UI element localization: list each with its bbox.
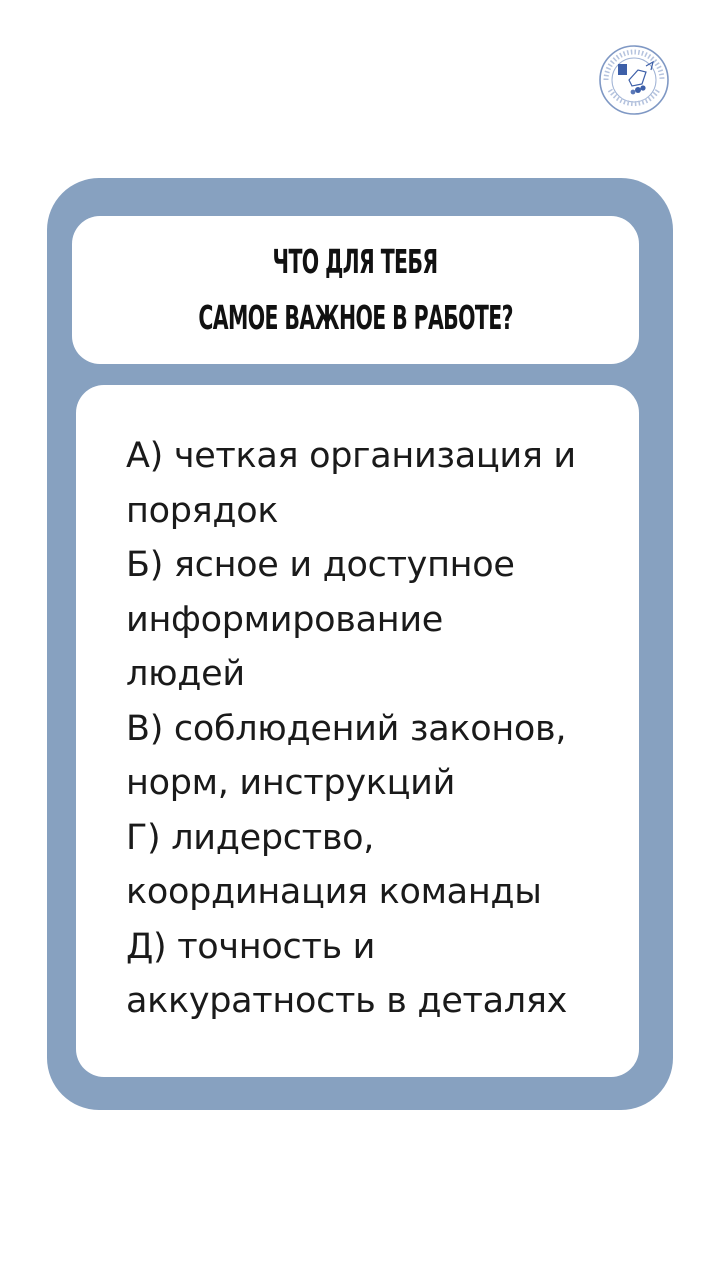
answer-g-line-1: Г) лидерство, bbox=[126, 817, 375, 858]
answer-g-line-2: координация команды bbox=[126, 872, 542, 912]
answer-d-line-2: аккуратность в деталях bbox=[126, 981, 568, 1021]
question-title-line-1: ЧТО ДЛЯ ТЕБЯ bbox=[273, 242, 438, 281]
answer-v-line-1: В) соблюдений законов, bbox=[126, 708, 567, 749]
answer-b-line-3: людей bbox=[126, 654, 245, 694]
question-title-line-2: САМОЕ ВАЖНОЕ В РАБОТЕ? bbox=[198, 298, 513, 337]
answers-panel bbox=[76, 385, 639, 1077]
answer-list bbox=[126, 429, 626, 1029]
answer-v-line-2: норм, инструкций bbox=[126, 763, 456, 803]
answer-b-line-2: информирование bbox=[126, 599, 444, 640]
question-panel bbox=[72, 216, 639, 364]
answer-a-line-2: порядок bbox=[126, 490, 279, 531]
answer-a-line-1: А) четкая организация и bbox=[126, 436, 576, 476]
emblem-logo bbox=[598, 44, 670, 116]
answer-b-line-1: Б) ясное и доступное bbox=[126, 545, 515, 585]
ring-emblem-icon bbox=[598, 44, 670, 116]
answer-d-line-1: Д) точность и bbox=[126, 926, 376, 967]
